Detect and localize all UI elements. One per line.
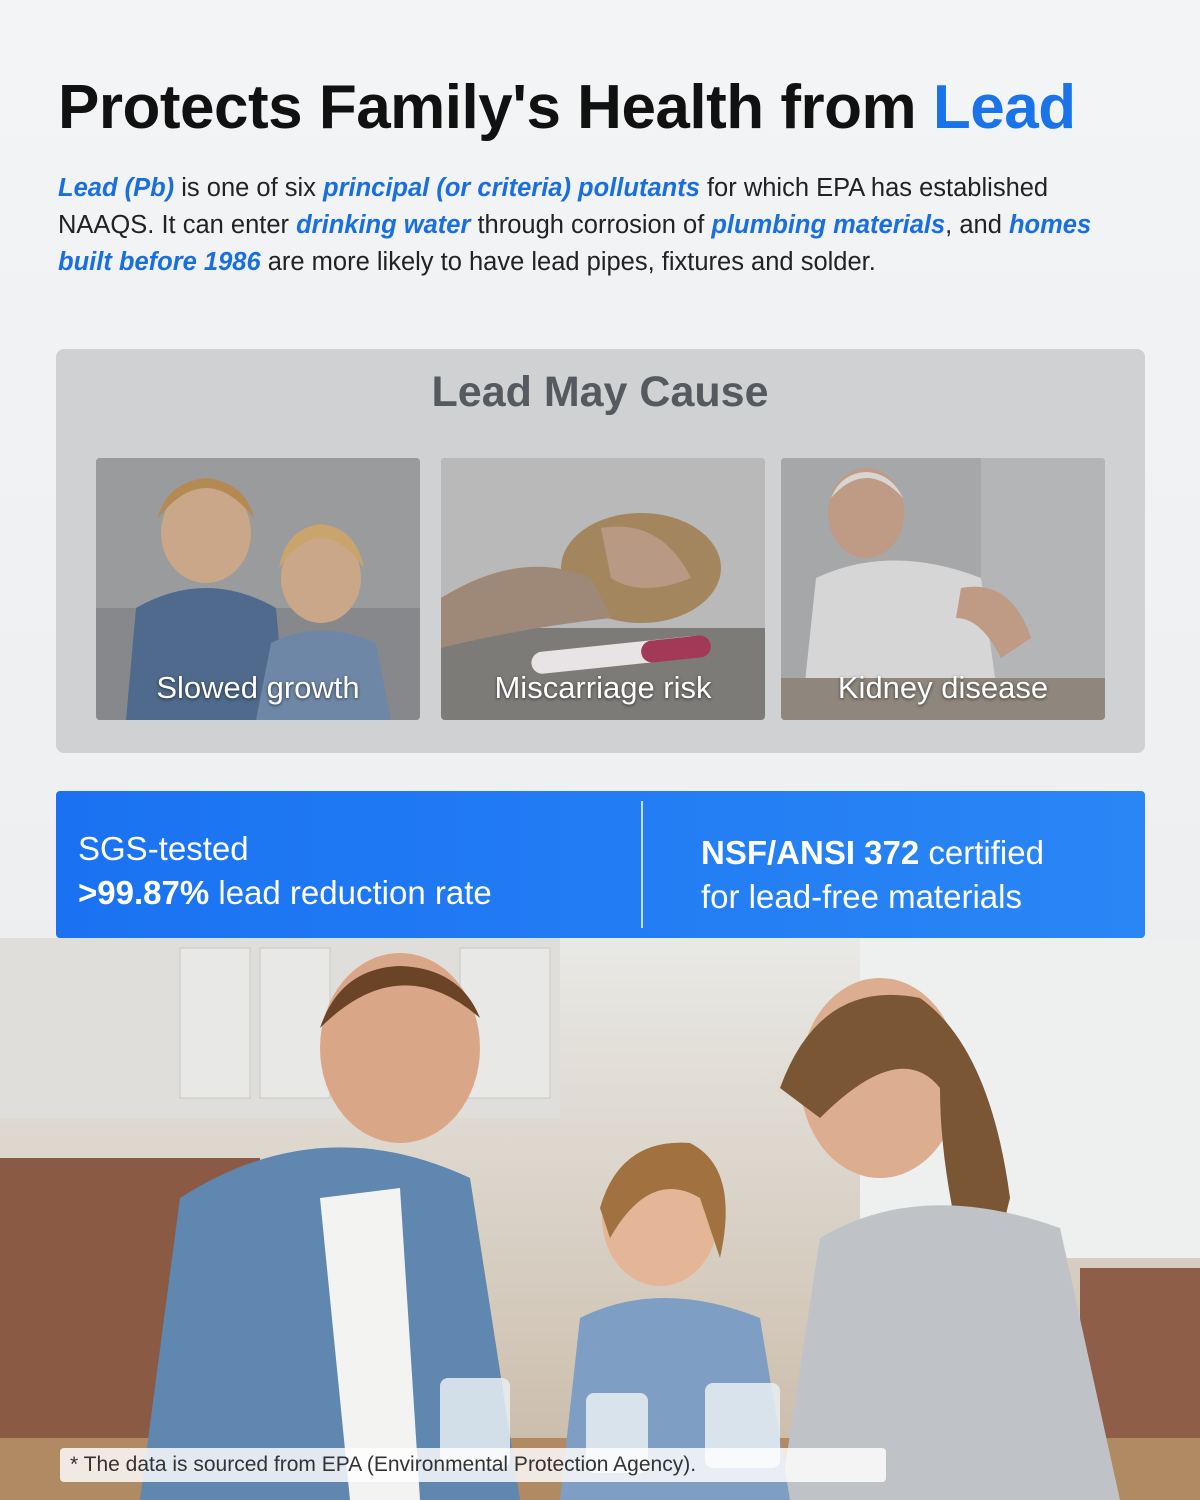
- intro-text: is one of six: [174, 174, 323, 202]
- reduction-rate: >99.87%: [78, 874, 210, 911]
- effect-card-miscarriage-risk: [441, 458, 765, 720]
- effect-card-slowed-growth: [96, 458, 420, 720]
- nsf-claim: [701, 831, 1044, 919]
- intro-highlight: drinking water: [296, 211, 471, 239]
- sgs-label: SGS-tested: [78, 830, 249, 867]
- intro-text: are more likely to have lead pipes, fixtures and solder.: [260, 248, 876, 276]
- intro-text: , and: [945, 211, 1009, 239]
- nsf-certified: certified: [919, 834, 1044, 871]
- banner-divider: [641, 801, 643, 928]
- intro-highlight: principal (or criteria) pollutants: [323, 174, 700, 202]
- intro-highlight: homes built before 1986: [58, 211, 1092, 276]
- intro-highlight: plumbing materials: [711, 211, 946, 239]
- title-main: Protects Family's Health from: [58, 73, 933, 142]
- page-title: [58, 72, 1076, 143]
- intro-text: for which EPA has established NAAQS. It can enter: [58, 174, 1049, 239]
- family-photo: [0, 938, 1200, 1500]
- effect-label: Slowed growth: [156, 670, 360, 705]
- nsf-standard: NSF/ANSI 372: [701, 834, 920, 871]
- reduction-text: lead reduction rate: [209, 874, 492, 911]
- effect-card-kidney-disease: [781, 458, 1105, 720]
- title-accent: Lead: [932, 73, 1076, 142]
- effect-label: Kidney disease: [837, 670, 1049, 705]
- family-photo-icon: [0, 938, 1200, 1500]
- sgs-test-claim: [78, 827, 492, 915]
- lead-effects-title: Lead May Cause: [431, 368, 769, 416]
- intro-highlight: Lead (Pb): [58, 174, 175, 202]
- intro-text: through corrosion of: [470, 211, 712, 239]
- source-footnote: * The data is sourced from EPA (Environmental Protection Agency).: [60, 1448, 886, 1482]
- certification-banner: [56, 791, 1145, 938]
- intro-paragraph: [58, 170, 1143, 281]
- effect-label: Miscarriage risk: [494, 670, 712, 705]
- nsf-materials: for lead-free materials: [701, 878, 1022, 915]
